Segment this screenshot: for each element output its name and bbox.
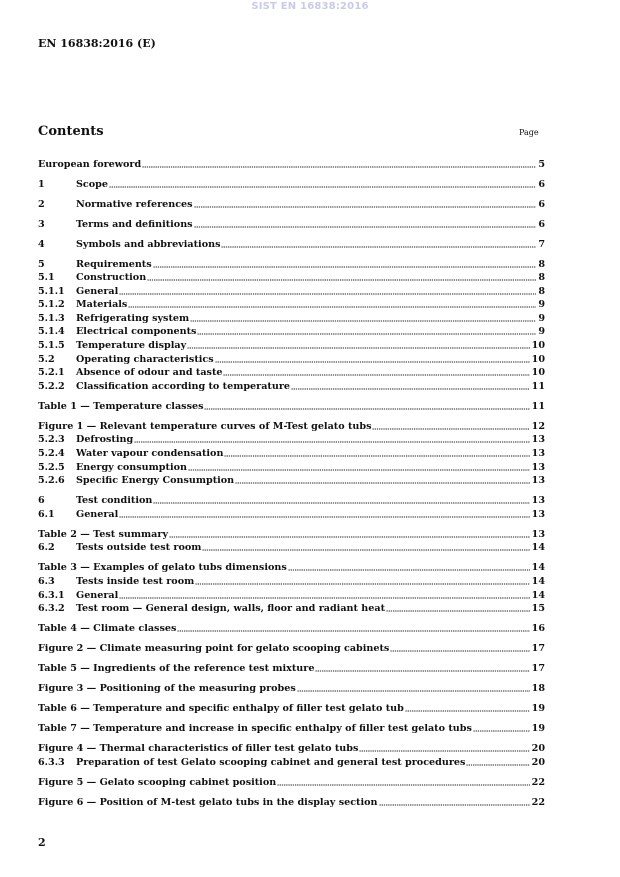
toc-dot-leader [119,516,529,518]
toc-entry-title: Energy consumption [76,461,187,473]
toc-entry-page: 10 [531,340,545,352]
toc-entry-title: Classification according to temperature [76,380,290,392]
toc-entry[interactable] [38,398,545,412]
toc-entry-page: 9 [538,312,545,324]
toc-entry-number: 6.3.2 [38,603,65,615]
toc-dot-leader [187,347,529,349]
toc-entry-title: Table 5 — Ingredients of the reference test mixture [38,663,315,675]
toc-entry-page: 12 [531,420,545,432]
toc-dot-leader [224,455,529,457]
toc-entry-page: 20 [531,743,545,755]
toc-entry[interactable] [38,283,545,297]
toc-entry[interactable] [38,720,545,734]
toc-entry-number: 6.1 [38,508,55,520]
toc-dot-leader [390,650,529,652]
toc-entry-number: 5.2 [38,353,55,365]
toc-entry-title: Temperature display [76,340,187,352]
toc-entry-number: 5.2.1 [38,367,65,379]
toc-dot-leader [188,469,530,471]
toc-entry-title: Tests outside test room [76,542,202,554]
toc-entry-title: Figure 6 — Position of M-test gelato tubs in the display section [38,796,378,808]
toc-entry-page: 16 [531,623,545,635]
toc-entry-page: 7 [538,238,545,250]
toc-entry-number: 6.2 [38,542,55,554]
toc-entry[interactable] [38,324,545,338]
toc-entry-page: 13 [531,475,545,487]
toc-entry[interactable] [38,216,545,230]
toc-dot-leader [147,279,536,281]
toc-dot-leader [109,186,536,188]
toc-entry-number: 5.2.6 [38,475,65,487]
toc-entry-page: 17 [531,663,545,675]
toc-dot-leader [128,306,536,308]
toc-entry-title: Scope [76,178,108,190]
toc-entry-page: 14 [531,575,545,587]
toc-entry[interactable] [38,270,545,284]
toc-entry[interactable] [38,378,545,392]
toc-dot-leader [223,374,529,376]
toc-entry[interactable] [38,459,545,473]
toc-entry-title: Absence of odour and taste [76,367,223,379]
toc-dot-leader [386,610,530,612]
toc-entry-title: Preparation of test Gelato scooping cabinet and general test procedures [76,756,466,768]
toc-entry-number: 2 [38,198,45,210]
toc-dot-leader [197,333,536,335]
toc-entry[interactable] [38,418,545,432]
toc-entry-title: Electrical components [76,326,197,338]
toc-entry-title: Water vapour condensation [76,448,224,460]
toc-entry-page: 17 [531,643,545,655]
toc-dot-leader [372,428,529,430]
toc-entry-page: 19 [531,723,545,735]
contents-heading: Contents [38,124,104,139]
toc-entry-page: 6 [538,178,545,190]
toc-dot-leader [379,804,530,806]
toc-entry-number: 3 [38,218,45,230]
toc-entry-page: 13 [531,461,545,473]
toc-dot-leader [204,408,529,410]
toc-entry-number: 5.2.5 [38,461,65,473]
toc-entry[interactable] [38,740,545,754]
toc-entry-page: 13 [531,448,545,460]
toc-entry-page: 8 [538,258,545,270]
toc-entry-page: 14 [531,589,545,601]
toc-entry-title: Operating characteristics [76,353,214,365]
toc-entry-page: 22 [531,796,545,808]
toc-entry-number: 5.1.4 [38,326,65,338]
toc-dot-leader [177,630,529,632]
toc-entry[interactable] [38,256,545,270]
toc-entry-title: Defrosting [76,434,134,446]
toc-entry[interactable] [38,700,545,714]
toc-entry-page: 13 [531,434,545,446]
toc-entry-title: Table 6 — Temperature and specific enthalpy of filler test gelato tub [38,703,404,715]
toc-entry-title: General [76,285,119,297]
toc-dot-leader [119,597,529,599]
toc-dot-leader [466,764,529,766]
toc-entry-number: 6.3.3 [38,756,65,768]
watermark-text: SIST EN 16838:2016 [251,1,369,12]
toc-entry-title: Table 2 — Test summary [38,528,169,540]
toc-dot-leader [169,536,530,538]
toc-entry-page: 22 [531,776,545,788]
toc-entry-page: 6 [538,218,545,230]
toc-entry-number: 6 [38,495,45,507]
toc-entry[interactable] [38,432,545,446]
toc-entry-page: 18 [531,683,545,695]
toc-entry[interactable] [38,794,545,808]
toc-dot-leader [473,730,530,732]
toc-entry-title: Table 3 — Examples of gelato tubs dimensions [38,562,287,574]
toc-entry[interactable] [38,493,545,507]
toc-entry-title: General [76,589,119,601]
toc-entry[interactable] [38,587,545,601]
toc-entry-title: Figure 2 — Climate measuring point for gelato scooping cabinets [38,643,390,655]
toc-entry-title: Figure 4 — Thermal characteristics of filler test gelato tubs [38,743,359,755]
toc-entry-title: Table 1 — Temperature classes [38,400,204,412]
toc-entry-page: 13 [531,495,545,507]
toc-entry[interactable] [38,297,545,311]
toc-dot-leader [315,670,529,672]
toc-entry-page: 19 [531,703,545,715]
toc-dot-leader [291,388,530,390]
toc-entry[interactable] [38,365,545,379]
toc-entry-page: 9 [538,299,545,311]
toc-entry-number: 5.1.2 [38,299,65,311]
toc-dot-leader [153,502,529,504]
toc-entry-page: 5 [538,158,545,170]
toc-dot-leader [215,361,530,363]
toc-dot-leader [190,320,536,322]
toc-entry-page: 9 [538,326,545,338]
toc-entry-page: 15 [531,603,545,615]
toc-entry[interactable] [38,310,545,324]
toc-entry-page: 13 [531,508,545,520]
toc-dot-leader [221,246,536,248]
toc-entry[interactable] [38,621,545,635]
toc-entry-number: 5.1 [38,272,55,284]
toc-dot-leader [359,750,529,752]
toc-entry[interactable] [38,473,545,487]
toc-entry[interactable] [38,560,545,574]
toc-entry-title: Specific Energy Consumption [76,475,235,487]
toc-entry-title: Tests inside test room [76,575,195,587]
toc-entry-number: 5.2.4 [38,448,65,460]
toc-dot-leader [288,569,530,571]
toc-entry[interactable] [38,526,545,540]
toc-entry[interactable] [38,337,545,351]
toc-entry-title: General [76,508,119,520]
toc-entry-number: 6.3.1 [38,589,65,601]
toc-entry-page: 11 [531,380,545,392]
toc-entry-title: Figure 1 — Relevant temperature curves of M-Test gelato tubs [38,420,372,432]
page-number: 2 [38,836,46,849]
toc-entry[interactable] [38,573,545,587]
toc-dot-leader [235,482,529,484]
table-of-contents [38,156,545,808]
toc-entry-title: Test condition [76,495,153,507]
toc-entry[interactable] [38,445,545,459]
toc-entry-page: 20 [531,756,545,768]
toc-entry[interactable] [38,540,545,554]
toc-dot-leader [119,293,536,295]
toc-entry-title: European foreword [38,158,142,170]
toc-entry[interactable] [38,601,545,615]
toc-entry-title: Test room — General design, walls, floor and radiant heat [76,603,386,615]
toc-entry-title: Normative references [76,198,193,210]
toc-entry[interactable] [38,680,545,694]
toc-dot-leader [297,690,530,692]
toc-entry-title: Table 4 — Climate classes [38,623,177,635]
toc-entry[interactable] [38,351,545,365]
toc-entry-page: 8 [538,285,545,297]
toc-entry-number: 1 [38,178,45,190]
toc-dot-leader [194,206,537,208]
toc-dot-leader [194,226,537,228]
toc-entry-title: Table 7 — Temperature and increase in specific enthalpy of filler test gelato tubs [38,723,472,735]
toc-entry-number: 6.3 [38,575,55,587]
toc-entry-number: 5.1.1 [38,285,65,297]
toc-entry[interactable] [38,176,545,190]
toc-entry-title: Figure 3 — Positioning of the measuring probes [38,683,296,695]
toc-entry-title: Requirements [76,258,152,270]
toc-entry[interactable] [38,754,545,768]
toc-dot-leader [202,549,529,551]
toc-entry[interactable] [38,774,545,788]
toc-dot-leader [195,583,529,585]
toc-entry-title: Symbols and abbreviations [76,238,221,250]
toc-entry-number: 5.1.3 [38,312,65,324]
toc-entry-title: Refrigerating system [76,312,190,324]
toc-dot-leader [142,166,536,168]
toc-entry-title: Construction [76,272,147,284]
toc-entry[interactable] [38,660,545,674]
toc-entry-page: 14 [531,562,545,574]
toc-dot-leader [277,784,529,786]
toc-entry-page: 8 [538,272,545,284]
toc-entry-number: 5.2.2 [38,380,65,392]
toc-dot-leader [405,710,530,712]
toc-entry-title: Terms and definitions [76,218,193,230]
toc-dot-leader [153,266,537,268]
toc-entry-title: Figure 5 — Gelato scooping cabinet position [38,776,277,788]
toc-entry-title: Materials [76,299,128,311]
toc-entry-page: 13 [531,528,545,540]
toc-entry-page: 14 [531,542,545,554]
toc-entry[interactable] [38,156,545,170]
toc-entry[interactable] [38,236,545,250]
toc-entry-page: 6 [538,198,545,210]
document-id: EN 16838:2016 (E) [38,37,156,50]
toc-dot-leader [134,441,529,443]
page-column-label: Page [519,128,539,137]
toc-entry[interactable] [38,641,545,655]
toc-entry-number: 5 [38,258,45,270]
toc-entry-page: 10 [531,353,545,365]
toc-entry-number: 5.2.3 [38,434,65,446]
toc-entry[interactable] [38,506,545,520]
toc-entry-page: 11 [531,400,545,412]
toc-entry-number: 4 [38,238,45,250]
toc-entry-number: 5.1.5 [38,340,65,352]
toc-entry[interactable] [38,196,545,210]
toc-entry-page: 10 [531,367,545,379]
